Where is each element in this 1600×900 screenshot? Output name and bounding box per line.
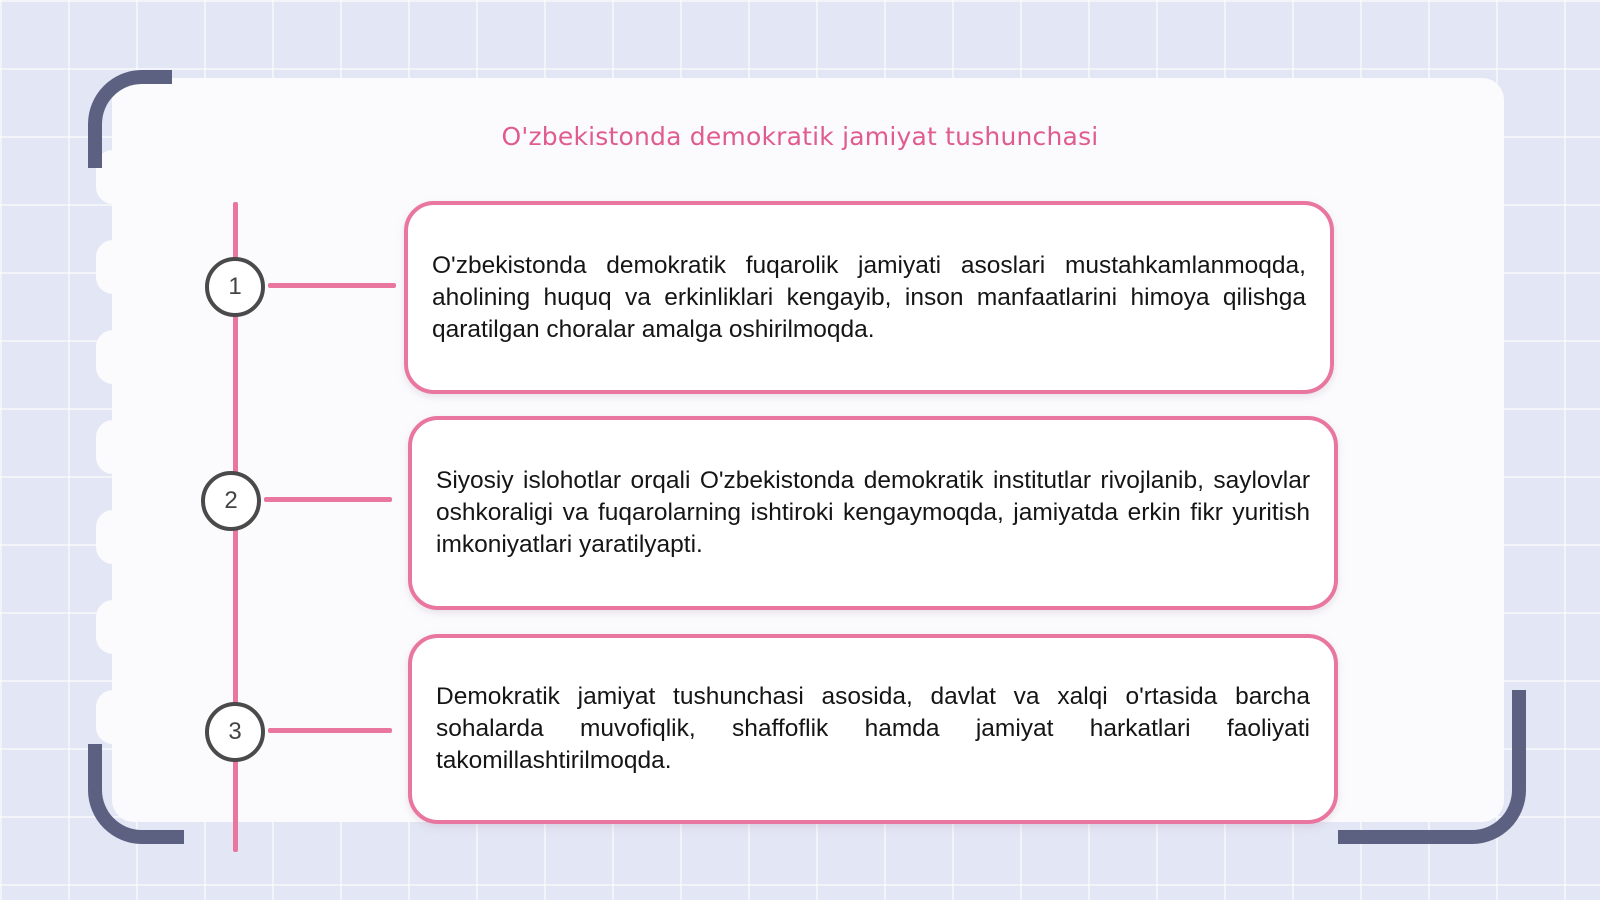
paper-scallop — [96, 600, 130, 654]
timeline-connector — [268, 728, 392, 733]
paper-scallop — [96, 420, 130, 474]
info-card-2 — [408, 416, 1338, 610]
paper-scallop — [96, 330, 130, 384]
info-card-1 — [404, 201, 1334, 394]
card-text-3: Demokratik jamiyat tushunchasi asosida, davlat va xalqi o'rtasida barcha sohalarda muvofiqlik, shaffoflik hamda jamiyat harkatlari faoliyati takomillashtirilmoqda. — [436, 683, 1310, 774]
paper-scallop — [96, 240, 130, 294]
card-text-2: Siyosiy islohotlar orqali O'zbekistonda demokratik institutlar rivojlanib, saylovlar oshkoraligi va fuqarolarning ishtiroki kengaymoqda, jamiyatda erkin fikr yuritish imkoniyatlari yaratilyapti. — [436, 467, 1310, 558]
timeline-connector — [268, 283, 396, 288]
frame-corner-top-left — [88, 70, 172, 168]
slide-title: O'zbekistonda demokratik jamiyat tushunchasi — [501, 122, 1099, 151]
timeline-connector — [264, 497, 392, 502]
paper-scallop — [96, 690, 130, 744]
step-marker-2: 2 — [201, 471, 261, 531]
paper-scallop — [96, 510, 130, 564]
card-text-1: O'zbekistonda demokratik fuqarolik jamiyati asoslari mustahkamlanmoqda, aholining huquq va erkinliklari kengayib, inson manfaatlarini himoya qilishga qaratilgan choralar amalga oshirilmoqda. — [432, 251, 1306, 343]
step-marker-1: 1 — [205, 257, 265, 317]
frame-corner-bottom-left — [88, 744, 184, 844]
frame-corner-bottom-right — [1338, 690, 1526, 844]
info-card-3 — [408, 634, 1338, 824]
step-marker-3: 3 — [205, 702, 265, 762]
